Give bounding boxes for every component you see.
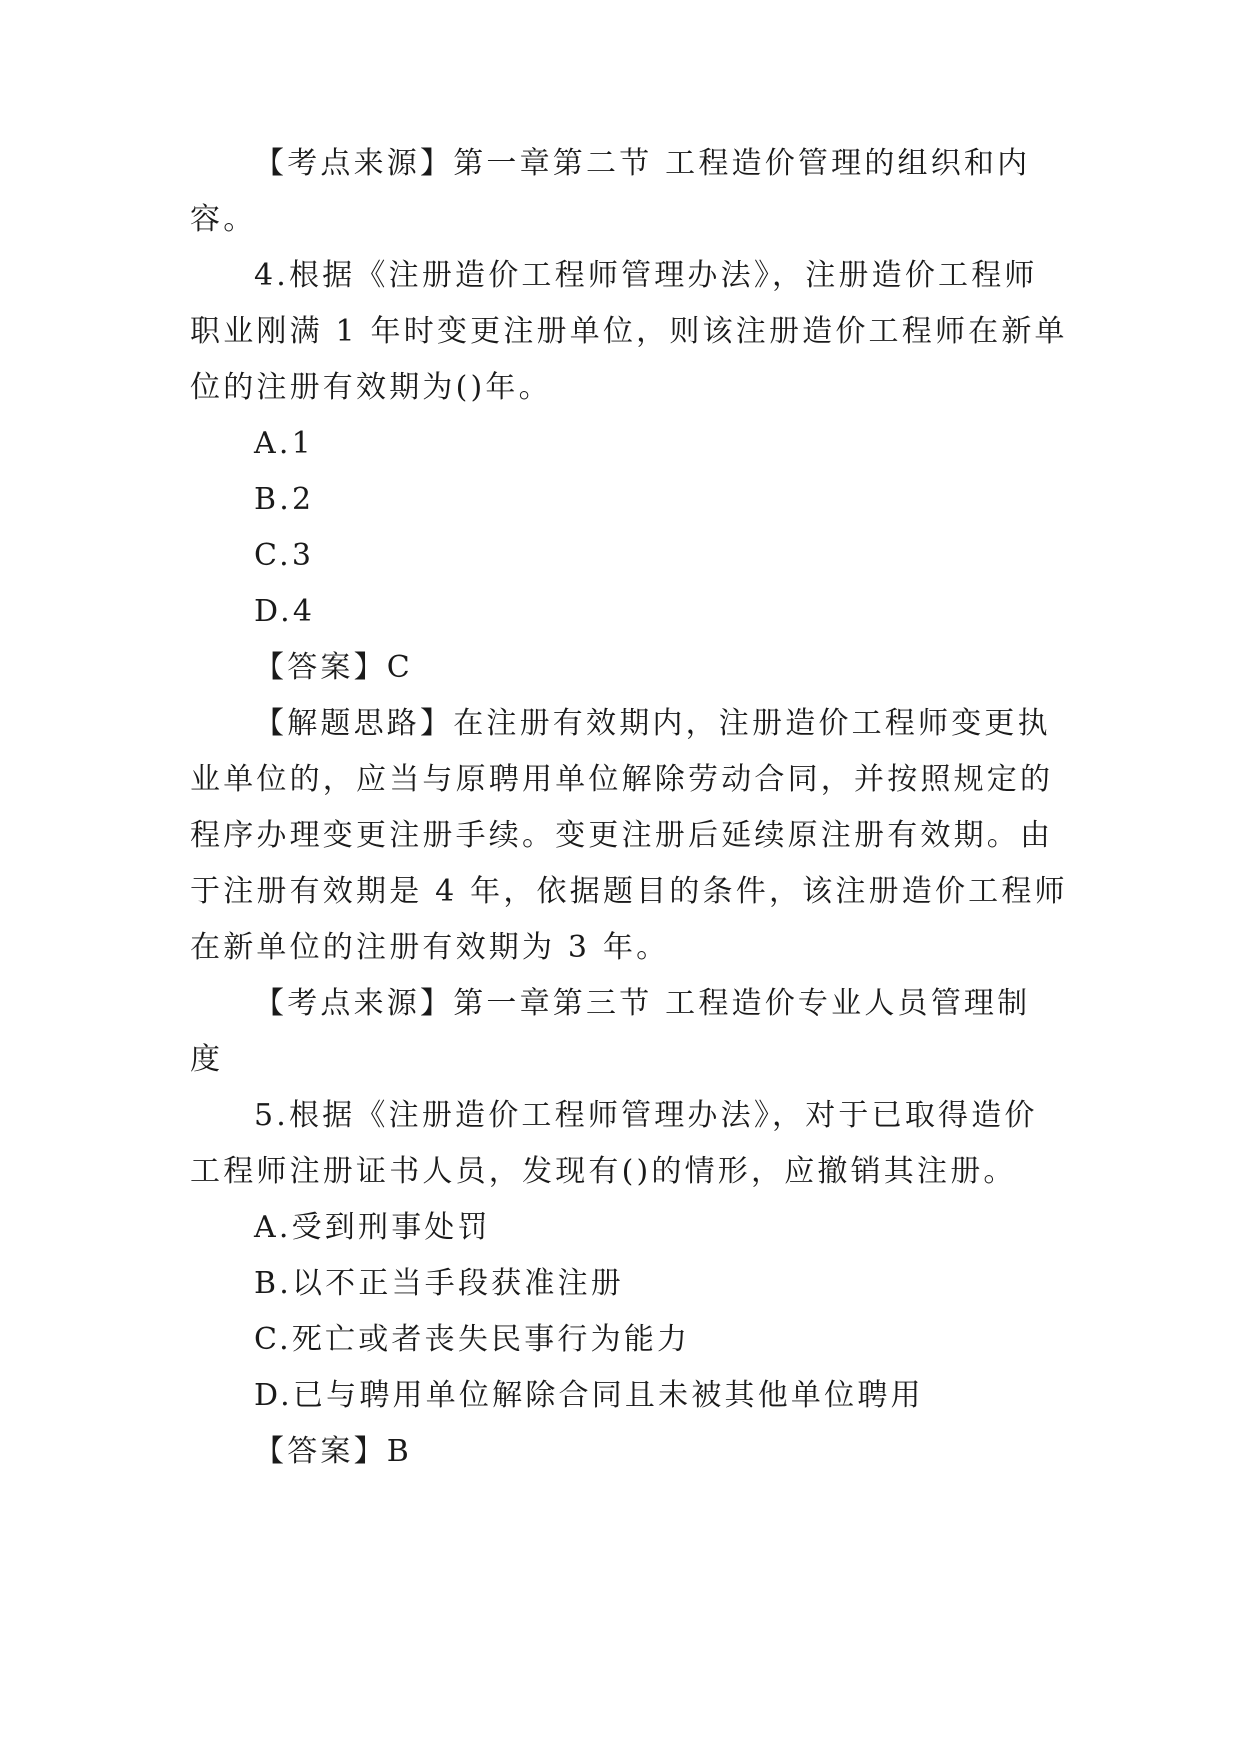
option-a: A.受到刑事处罚 [254,1210,491,1245]
question-4-line: 4.根据《注册造价工程师管理办法》，注册造价工程师 [254,258,1038,293]
source-line: 容。 [190,202,257,237]
option-a: A.1 [254,426,314,461]
source-line: 度 [190,1042,224,1077]
explanation-line: 在新单位的注册有效期为 3 年。 [190,930,670,965]
option-d: D.已与聘用单位解除合同且未被其他单位聘用 [254,1378,924,1413]
answer-line: 【答案】C [254,650,413,685]
answer-line: 【答案】B [254,1434,413,1469]
option-b: B.以不正当手段获准注册 [254,1266,624,1301]
option-c: C.死亡或者丧失民事行为能力 [254,1322,691,1357]
source-line: 【考点来源】第一章第三节 工程造价专业人员管理制 [254,986,1031,1021]
option-d: D.4 [254,594,316,629]
explanation-line: 业单位的，应当与原聘用单位解除劳动合同，并按照规定的 [190,762,1054,797]
option-c: C.3 [254,538,315,573]
question-4-line: 位的注册有效期为()年。 [190,370,552,405]
question-4-line: 职业刚满 1 年时变更注册单位，则该注册造价工程师在新单 [190,314,1068,349]
explanation-line: 程序办理变更注册手续。变更注册后延续原注册有效期。由 [190,818,1054,853]
explanation-line: 于注册有效期是 4 年，依据题目的条件，该注册造价工程师 [190,874,1068,909]
source-line: 【考点来源】第一章第二节 工程造价管理的组织和内 [254,146,1031,181]
question-5-line: 工程师注册证书人员，发现有()的情形，应撤销其注册。 [190,1154,1017,1189]
question-5-line: 5.根据《注册造价工程师管理办法》，对于已取得造价 [254,1098,1038,1133]
explanation-line: 【解题思路】在注册有效期内，注册造价工程师变更执 [254,706,1051,741]
option-b: B.2 [254,482,315,517]
